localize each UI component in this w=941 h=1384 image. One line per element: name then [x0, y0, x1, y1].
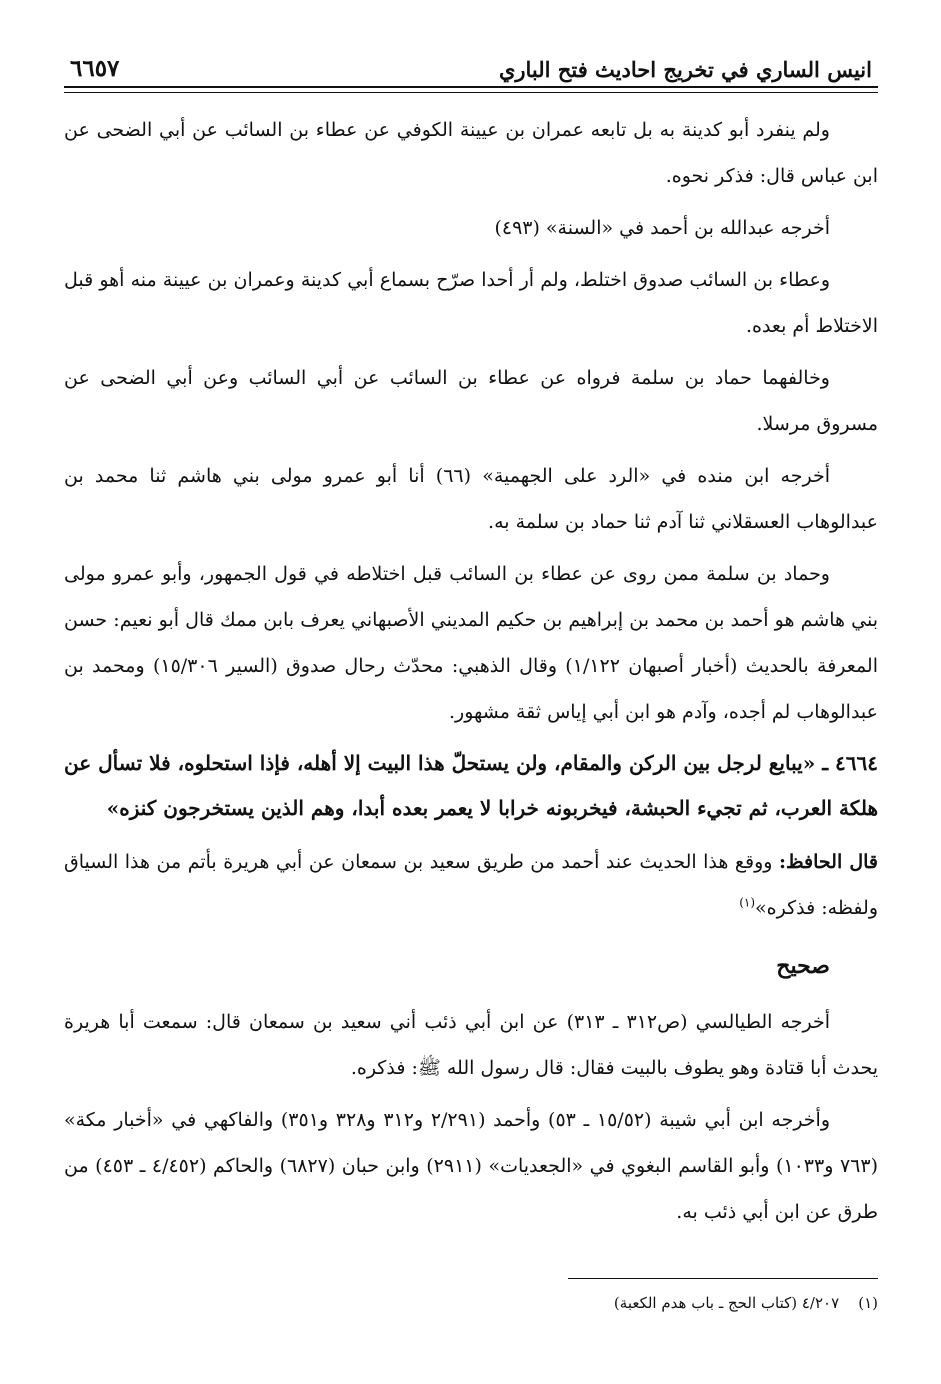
hafiz-text: ووقع هذا الحديث عند أحمد من طريق سعيد بن سمعان عن أبي هريرة بأتم من هذا السياق ولفظه: فذكره» [64, 851, 878, 919]
paragraph-abu-kudayna: ولم ينفرد أبو كدينة به بل تابعه عمران بن عيينة الكوفي عن عطاء بن السائب عن أبي الضحى عن ابن عباس قال: فذكر نحوه. [64, 119, 878, 187]
page [64, 38, 879, 1312]
paragraph-hammad-mursal: وخالفهما حماد بن سلمة فرواه عن عطاء بن السائب عن أبي السائب وعن أبي الضحى عن مسروق مرسلا. [64, 367, 878, 435]
hadith-dash: ـ [822, 751, 829, 775]
paragraph-narrators: وحماد بن سلمة ممن روى عن عطاء بن السائب قبل اختلاطه في قول الجمهور، وأبو عمرو مولى بني هاشم هو أحمد بن محمد بن إبراهيم بن حكيم المديني الأصبهاني يعرف بابن ممك قال أبو نعيم: حسن المعرفة بالحديث (أخبار أصبهان ١/١٢٢) وقال الذهبي: محدّث رحال صدوق (السير ١٥/٣٠٦) ومحمد بن عبدالوهاب لم أجده، وآدم هو ابن أبي إياس ثقة مشهور. [64, 563, 878, 723]
takhrij-tayalisi: أخرجه الطيالسي (ص٣١٢ ـ ٣١٣) عن ابن أبي ذئب أني سعيد بن سمعان قال: سمعت أبا هريرة يحدث أبا قتادة وهو يطوف بالبيت فقال: قال رسول الله ﷺ: فذكره. [64, 1011, 878, 1079]
paragraph-ata-ikhtilat: وعطاء بن السائب صدوق اختلط، ولم أر أحدا صرّح بسماع أبي كدينة وعمران بن عيينة منه أهو قبل الاختلاط أم بعده. [64, 269, 878, 337]
page-number: ٦٦٥٧ [70, 55, 120, 82]
hadith-text [64, 741, 878, 831]
paragraph-ibn-mandah: أخرجه ابن منده في «الرد على الجهمية» (٦٦) أنا أبو عمرو مولى بني هاشم ثنا محمد بن عبدالوهاب العسقلاني ثنا آدم ثنا حماد بن سلمة به. [64, 465, 878, 533]
footnote [64, 1288, 878, 1318]
hadith-body: «يبايع لرجل بين الركن والمقام، ولن يستحلّ هذا البيت إلا أهله، فإذا استحلوه، فلا تسأل عن هلكة العرب، ثم تجيء الحبشة، فيخربونه خرابا لا يعمر بعده أبدا، وهم الذين يستخرجون كنزه» [64, 751, 878, 820]
takhrij-sources: وأخرجه ابن أبي شيبة (١٥/٥٢ ـ ٥٣) وأحمد (٢/٢٩١ و٣١٢ و٣٢٨ و٣٥١) والفاكهي في «أخبار مكة» (٧٦٣ و١٠٣٣) وأبو القاسم البغوي في «الجعديات» (٢٩١١) وابن حبان (٦٨٢٧) والحاكم (٤/٤٥٢ ـ ٤٥٣) من طرق عن ابن أبي ذئب به. [64, 1109, 878, 1223]
footnote-marker: (١) [858, 1294, 878, 1312]
hadith-number: ٤٦٦٤ [835, 751, 878, 775]
running-title: انيس الساري في تخريج احاديث فتح الباري [498, 57, 872, 82]
footnote-text: ٤/٢٠٧ (كتاب الحج ـ باب هدم الكعبة) [613, 1294, 840, 1312]
header-divider [64, 92, 878, 93]
page-header [64, 38, 878, 88]
hafiz-comment [64, 839, 878, 931]
hafiz-label: قال الحافظ: [779, 851, 879, 873]
footnote-reference: (١) [739, 895, 756, 910]
paragraph-abdullah-sunna: أخرجه عبدالله بن أحمد في «السنة» (٤٩٣) [494, 217, 830, 239]
footnote-divider [568, 1278, 878, 1279]
grade-heading: صحيح [776, 953, 830, 979]
